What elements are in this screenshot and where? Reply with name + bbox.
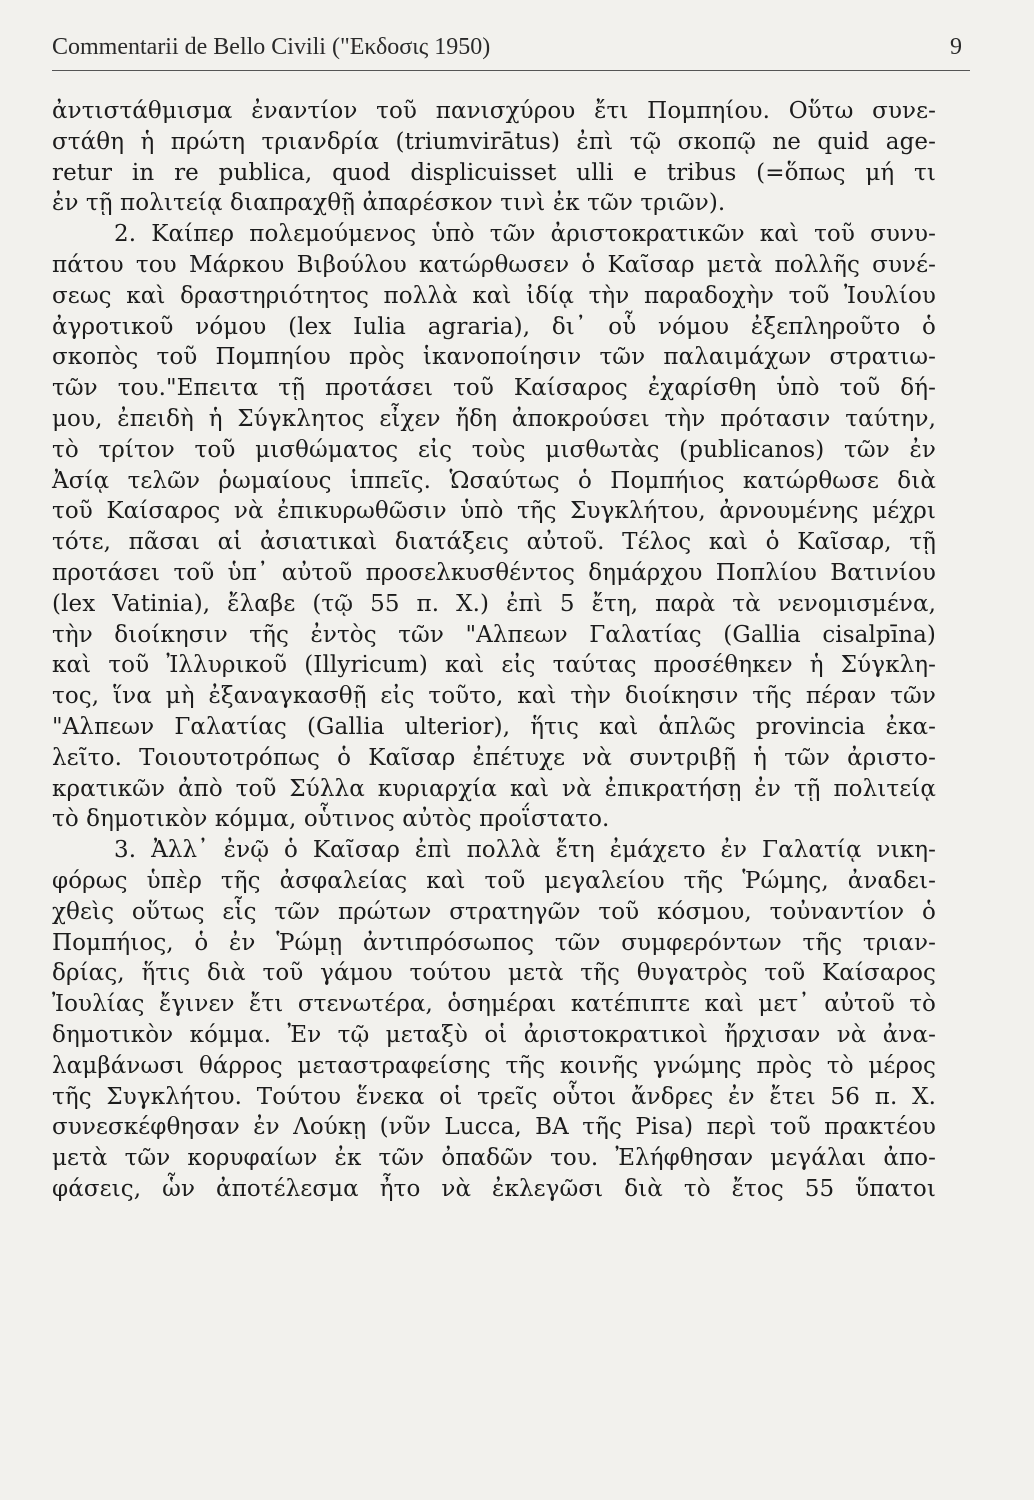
text-line: τὸ τρίτον τοῦ μισθώματος εἰς τοὺς μισθωτὰς (publicanos) τῶν ἐν [52,436,936,463]
text-line: προτάσει τοῦ ὑπ᾽ αὐτοῦ προσελκυσθέντος δημάρχου Ποπλίου Βατινίου [52,559,936,586]
text-line: τῶν του."Επειτα τῇ προτάσει τοῦ Καίσαρος ἐχαρίσθη ὑπὸ τοῦ δή- [52,375,936,402]
text-line: πάτου του Μάρκου Βιβούλου κατώρθωσεν ὁ Καῖσαρ μετὰ πολλῆς συνέ- [52,251,936,278]
text-line: τῆς Συγκλήτου. Τούτου ἕνεκα οἱ τρεῖς οὗτοι ἄνδρες ἐν ἔτει 56 π. Χ. [52,1083,936,1110]
text-line: φάσεις, ὧν ἀποτέλεσμα ἦτο νὰ ἐκλεγῶσι διὰ τὸ ἔτος 55 ὕπατοι [52,1175,936,1202]
text-line: στάθη ἡ πρώτη τριανδρία (triumvirātus) ἐπὶ τῷ σκοπῷ ne quid age- [52,128,936,155]
text-line: (lex Vatinia), ἔλαβε (τῷ 55 π. Χ.) ἐπὶ 5 ἔτη, παρὰ τὰ νενομισμένα, [52,590,936,617]
text-line: σεως καὶ δραστηριότητος πολλὰ καὶ ἰδίᾳ τὴν παραδοχὴν τοῦ Ἰουλίου [52,282,936,309]
text-line: ἀντιστάθμισμα ἐναντίον τοῦ πανισχύρου ἔτι Πομπηίου. Οὕτω συνε- [52,98,936,124]
text-line: μου, ἐπειδὴ ἡ Σύγκλητος εἶχεν ἤδη ἀποκρούσει τὴν πρότασιν ταύτην, [52,405,936,432]
text-line: συνεσκέφθησαν ἐν Λούκῃ (νῦν Lucca, BA τῆς Pisa) περὶ τοῦ πρακτέου [52,1114,936,1141]
running-title: Commentarii de Bello Civili ("Εκδοσις 1950) [52,34,491,60]
text-line: Ἀσίᾳ τελῶν ῥωμαίους ἱππεῖς. Ὡσαύτως ὁ Πομπήιος κατώρθωσε διὰ [52,467,936,494]
text-line: κρατικῶν ἀπὸ τοῦ Σύλλα κυριαρχία καὶ νὰ ἐπικρατήσῃ ἐν τῇ πολιτείᾳ [52,775,936,802]
text-line: τὴν διοίκησιν τῆς ἐντὸς τῶν "Αλπεων Γαλατίας (Gallia cisalpīna) [52,621,936,648]
text-line: retur in re publica, quod displicuisset ulli e tribus (=ὅπως μή τι [52,159,936,186]
text-line: 2. Καίπερ πολεμούμενος ὑπὸ τῶν ἀριστοκρατικῶν καὶ τοῦ συνυ- [114,221,936,248]
text-line: Πομπήιος, ὁ ἐν Ῥώμῃ ἀντιπρόσωπος τῶν συμφερόντων τῆς τριαν- [52,929,936,956]
text-line: μετὰ τῶν κορυφαίων ἐκ τῶν ὀπαδῶν του. Ἐλήφθησαν μεγάλαι ἀπο- [52,1145,936,1172]
text-line: 3. Ἀλλ᾽ ἐνῷ ὁ Καῖσαρ ἐπὶ πολλὰ ἔτη ἐμάχετο ἐν Γαλατίᾳ νικη- [114,837,936,864]
text-line: σκοπὸς τοῦ Πομπηίου πρὸς ἱκανοποίησιν τῶν παλαιμάχων στρατιω- [52,344,936,371]
text-line: "Αλπεων Γαλατίας (Gallia ulterior), ἥτις καὶ ἁπλῶς provincia ἐκα- [52,713,936,740]
running-head [52,30,970,71]
text-line: φόρως ὑπὲρ τῆς ἀσφαλείας καὶ τοῦ μεγαλείου τῆς Ῥώμης, ἀναδει- [52,867,936,894]
text-line: ἀγροτικοῦ νόμου (lex Iulia agraria), δι᾽ οὗ νόμου ἐξεπληροῦτο ὁ [52,313,936,340]
text-line: χθεὶς οὕτως εἷς τῶν πρώτων στρατηγῶν τοῦ κόσμου, τοὐναντίον ὁ [52,898,936,925]
text-line: τότε, πᾶσαι αἱ ἀσιατικαὶ διατάξεις αὐτοῦ. Τέλος καὶ ὁ Καῖσαρ, τῇ [52,529,936,556]
text-line: λεῖτο. Τοιουτοτρόπως ὁ Καῖσαρ ἐπέτυχε νὰ συντριβῇ ἡ τῶν ἀριστο- [52,744,936,771]
text-line: Ἰουλίας ἔγινεν ἔτι στενωτέρα, ὁσημέραι κατέπιπτε καὶ μετ᾽ αὐτοῦ τὸ [52,991,936,1018]
text-line: ἐν τῇ πολιτείᾳ διαπραχθῇ ἀπαρέσκον τινὶ ἐκ τῶν τριῶν). [52,190,726,217]
text-line: δημοτικὸν κόμμα. Ἐν τῷ μεταξὺ οἱ ἀριστοκρατικοὶ ἤρχισαν νὰ ἀνα- [52,1021,936,1048]
text-line: τοῦ Καίσαρος νὰ ἐπικυρωθῶσιν ὑπὸ τῆς Συγκλήτου, ἀρνουμένης μέχρι [52,498,936,525]
body-text [52,96,936,1205]
text-line: τὸ δημοτικὸν κόμμα, οὗτινος αὐτὸς προΐστατο. [52,806,610,833]
page-number: 9 [950,34,962,60]
text-line: καὶ τοῦ Ἰλλυρικοῦ (Illyricum) καὶ εἰς ταύτας προσέθηκεν ἡ Σύγκλη- [52,652,936,679]
text-line: τος, ἵνα μὴ ἐξαναγκασθῇ εἰς τοῦτο, καὶ τὴν διοίκησιν τῆς πέραν τῶν [52,683,936,710]
text-line: δρίας, ἥτις διὰ τοῦ γάμου τούτου μετὰ τῆς θυγατρὸς τοῦ Καίσαρος [52,960,936,987]
text-line: λαμβάνωσι θάρρος μεταστραφείσης τῆς κοινῆς γνώμης πρὸς τὸ μέρος [52,1052,936,1079]
